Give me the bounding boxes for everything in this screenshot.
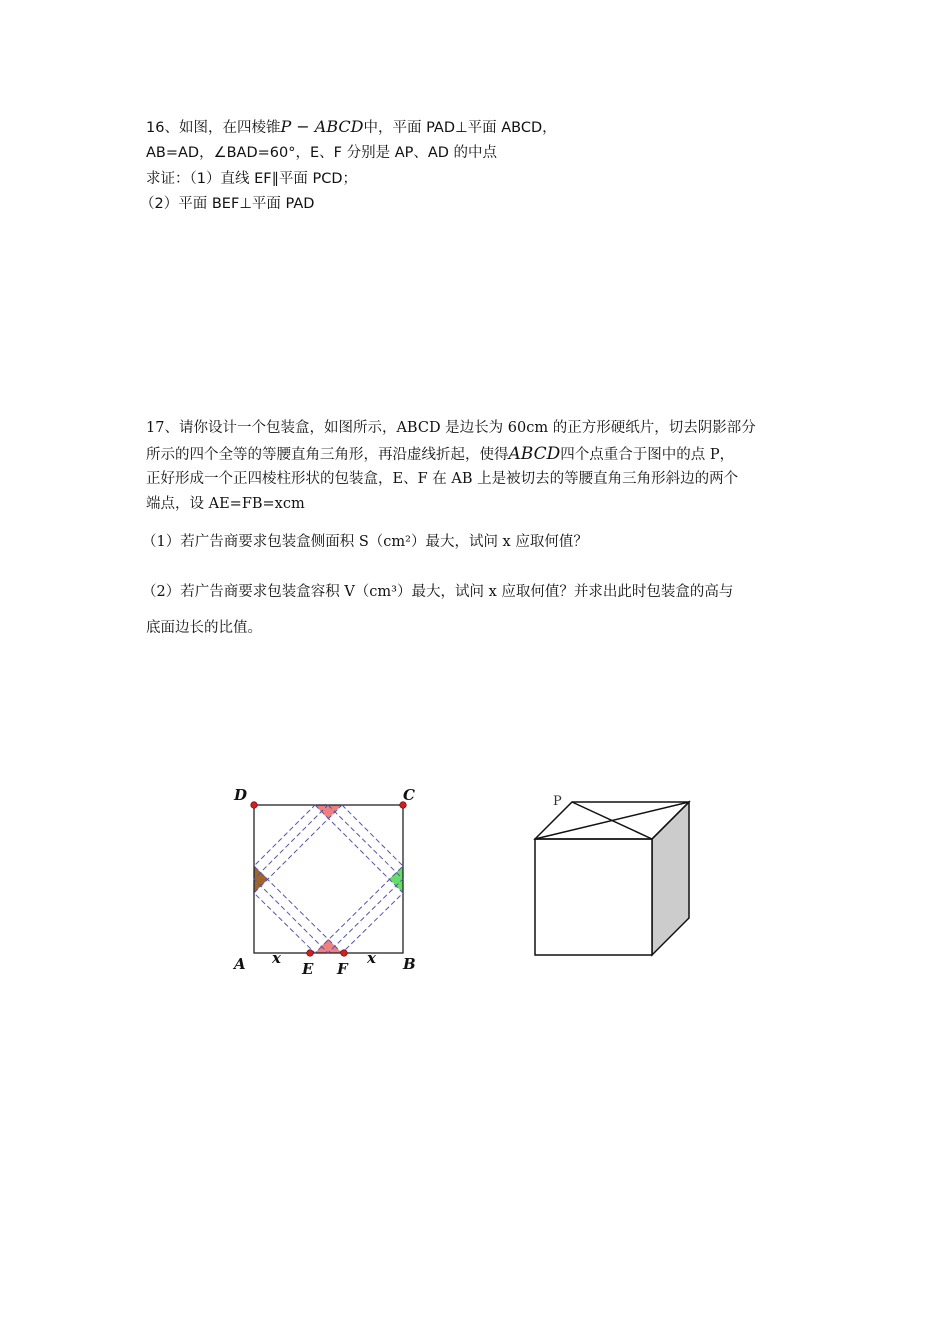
label-x-left: x <box>272 949 281 967</box>
q16-line4: （2）平面 BEF⊥平面 PAD <box>140 196 315 212</box>
q17-line3: 正好形成一个正四棱柱形状的包装盒，E、F 在 AB 上是被切去的等腰直角三角形斜边的两个 <box>146 471 739 487</box>
label-E: E <box>302 960 314 978</box>
q16-line1-post: 中，平面 PAD⊥平面 ABCD， <box>363 120 557 136</box>
box-front-face <box>535 839 652 955</box>
cut-triangle-right <box>389 866 403 893</box>
q17-line4: 端点，设 AE=FB=xcm <box>146 496 305 512</box>
label-B: B <box>403 955 416 973</box>
q17-line1: 17、请你设计一个包装盒，如图所示，ABCD 是边长为 60cm 的正方形硬纸片，切去阴影部分 <box>146 420 756 436</box>
q16-line2: AB=AD，∠BAD=60°，E、F 分别是 AP、AD 的中点 <box>146 145 498 161</box>
q17-abcd-math: ABCD <box>508 444 561 464</box>
label-P: P <box>553 794 562 809</box>
q16-pyramid-name: P − ABCD <box>280 117 364 136</box>
cut-triangle-left <box>254 866 268 893</box>
label-F: F <box>337 960 348 978</box>
box-figure <box>525 785 700 965</box>
q17-part2-line2: 底面边长的比值。 <box>146 620 262 636</box>
label-A: A <box>234 955 246 973</box>
cut-triangle-bottom <box>315 939 342 953</box>
label-D: D <box>234 786 248 804</box>
box-side-face <box>652 802 689 955</box>
cut-triangle-top <box>315 805 342 819</box>
fold-lines <box>254 805 403 953</box>
label-C: C <box>403 786 415 804</box>
q17-part2-line1: （2）若广告商要求包装盒容积 V（cm³）最大，试问 x 应取何值？并求出此时包装盒的高与 <box>142 584 734 600</box>
square-paper-figure <box>225 780 435 980</box>
q16-line1-pre: 16、如图，在四棱锥 <box>146 120 281 136</box>
q16-line3: 求证：（1）直线 EF∥平面 PCD； <box>146 171 357 187</box>
q17-line2-post: 四个点重合于图中的点 P， <box>560 447 735 463</box>
label-x-right: x <box>367 949 376 967</box>
q16-line1 <box>146 117 557 138</box>
vertex-points <box>251 802 407 957</box>
q17-line2-pre: 所示的四个全等的等腰直角三角形，再沿虚线折起，使得 <box>146 447 509 463</box>
square-outline <box>254 805 403 953</box>
q17-line2 <box>146 444 734 465</box>
q17-part1: （1）若广告商要求包装盒侧面积 S（cm²）最大，试问 x 应取何值？ <box>142 534 588 550</box>
